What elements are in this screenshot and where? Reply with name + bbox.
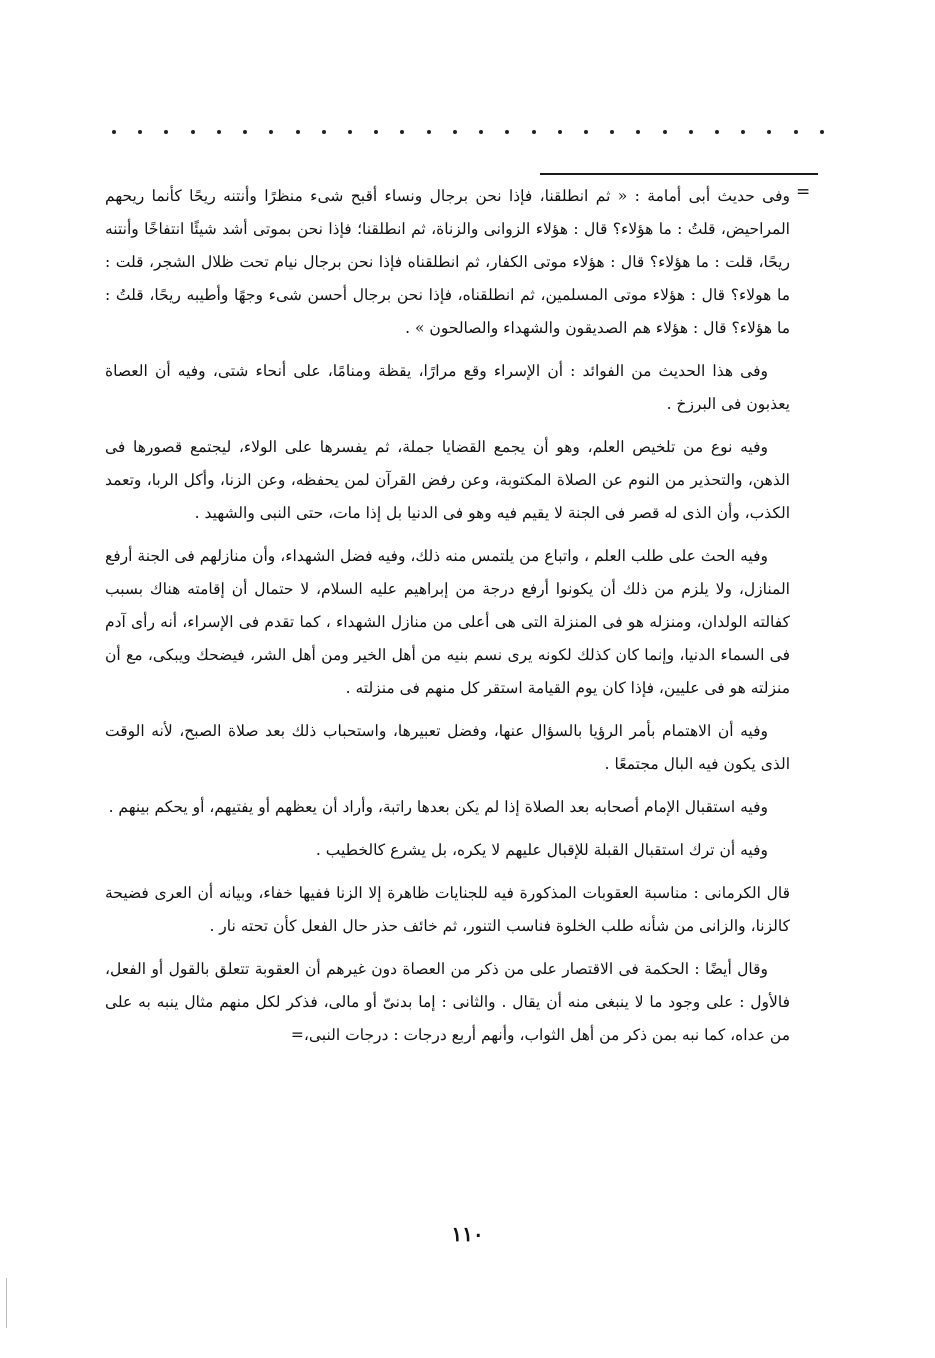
header-dot: [820, 130, 824, 134]
header-dot: [636, 130, 640, 134]
header-dot: [296, 130, 300, 134]
header-dot: [741, 130, 745, 134]
header-dot: [584, 130, 588, 134]
header-dot: [269, 130, 273, 134]
scan-edge-mark: [6, 1278, 7, 1328]
paragraph-hadith-abi-umama: وفى حديث أبى أمامة : « ثم انطلقنا، فإذا نحن برجال ونساء أقبح شىء منظرًا وأنتنه ريحًا كأنما ريحهم المراحيض، قلتُ : ما هؤلاء؟ قال : هؤلاء الزوانى والزناة، ثم انطلقنا؛ فإذا نحن بموتى أشد شيئًا انتفاخًا وأنتنه ريحًا، قلت : ما هؤلاء؟ قال : هؤلاء موتى الكفار، ثم انطلقناه فإذا نحن برجال نيام تحت ظلال الشجر، قلت : ما هولاء؟ قال : هؤلاء موتى المسلمين، ثم انطلقناه، فإذا نحن برجال أحسن شىء وجهًا وأطيبه ريحًا، قلتُ : ما هؤلاء؟ قال : هؤلاء هم الصديقون والشهداء والصالحون » .: [105, 187, 790, 337]
header-dot: [663, 130, 667, 134]
header-dot: [243, 130, 247, 134]
paragraph-qibla: وفيه أن ترك استقبال القبلة للإقبال عليهم لا يكره، بل يشرع كالخطيب .: [315, 841, 768, 859]
header-dot: [164, 130, 168, 134]
header-dot: [794, 130, 798, 134]
header-dot: [400, 130, 404, 134]
header-dot: [453, 130, 457, 134]
header-dot: [479, 130, 483, 134]
paragraph-summary-knowledge: وفيه نوع من تلخيص العلم، وهو أن يجمع القضايا جملة، ثم يفسرها على الولاء، ليجتمع قصورها فى الذهن، والتحذير من النوم عن الصلاة المكتوبة، وعن رفض القرآن لمن يحفظه، وعن الزنا، وأكل الربا، وتعمد الكذب، وأن الذى له قصر فى الجنة لا يقيم فيه وهو فى الدنيا بل إذا مات، حتى النبى والشهيد .: [105, 438, 790, 522]
header-dot: [715, 130, 719, 134]
header-dot: [374, 130, 378, 134]
paragraph-benefits: وفى هذا الحديث من الفوائد : أن الإسراء وقع مرارًا، يقظة ومنامًا، على أنحاء شتى، وفيه أن العصاة يعذبون فى البرزخ .: [105, 362, 790, 413]
header-dot: [610, 130, 614, 134]
header-dot: [505, 130, 509, 134]
continuation-marker: =: [796, 182, 811, 202]
header-dot: [322, 130, 326, 134]
paragraph-dream-interpretation: وفيه أن الاهتمام بأمر الرؤيا بالسؤال عنها، وفضل تعبيرها، واستحباب ذلك بعد صلاة الصبح، لأنه الوقت الذى يكون فيه البال مجتمعًا .: [105, 722, 790, 773]
footnote-separator-rule: [540, 173, 818, 175]
header-dot: [348, 130, 352, 134]
paragraph-seeking-knowledge: وفيه الحث على طلب العلم ، واتباع من يلتمس منه ذلك، وفيه فضل الشهداء، وأن منازلهم فى الجنة أرفع المنازل، ولا يلزم من ذلك أن يكونوا أرفع درجة من إبراهيم عليه السلام، لا حتمال أن إقامته هناك بسبب كفالته الولدان، ومنزله هو فى المنزلة التى هى أعلى من منازل الشهداء ، كما تقدم فى الإسراء، أنه رأى آدم فى السماء الدنيا، وإنما كان كذلك لكونه يرى نسم بنيه من أهل الخير ومن أهل الشر، فيضحك ويبكى، مع أن منزلته هو فى عليين، فإذا كان يوم القيامة استقر كل منهم فى منزلته .: [105, 547, 790, 697]
paragraph-imam-facing: وفيه استقبال الإمام أصحابه بعد الصلاة إذا لم يكن بعدها راتبة، وأراد أن يعظهم أو يفتيهم، أو يحكم بينهم .: [108, 798, 768, 816]
footnote-text-block: [105, 180, 790, 1062]
paragraph-wisdom: وقال أيضًا : الحكمة فى الاقتصار على من ذكر من العصاة دون غيرهم أن العقوبة تتعلق بالقول أو الفعل، فالأول : على وجود ما لا ينبغى منه أن يقال . والثانى : إما بدنىّ أو مالى، فذكر لكل منهم مثال ينبه به على من عداه، كما نبه بمن ذكر من أهل الثواب، وأنهم أربع درجات : درجات النبى،=: [105, 960, 790, 1044]
header-dot: [767, 130, 771, 134]
header-dot: [138, 130, 142, 134]
header-dot: [689, 130, 693, 134]
header-dot: [427, 130, 431, 134]
header-dot: [217, 130, 221, 134]
paragraph-kirmani: قال الكرمانى : مناسبة العقوبات المذكورة فيه للجنايات ظاهرة إلا الزنا ففيها خفاء، وبيانه أن العرى فضيحة كالزنا، والزانى من شأنه طلب الخلوة فناسب التنور، ثم خائف حذر حال الفعل كأن تحته نار .: [105, 884, 790, 935]
page-number: ١١٠: [451, 1222, 484, 1246]
header-dot: [191, 130, 195, 134]
header-dot: [558, 130, 562, 134]
header-dot: [532, 130, 536, 134]
header-dot: [112, 130, 116, 134]
header-dot-row: [112, 122, 824, 142]
